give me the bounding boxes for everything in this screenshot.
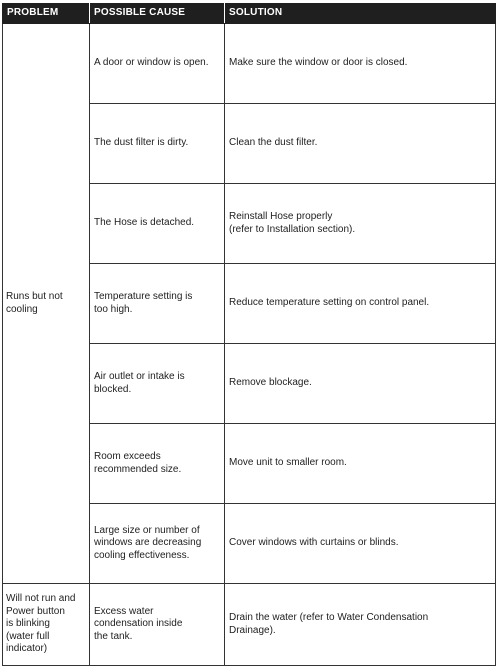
solution-cell bbox=[225, 424, 496, 504]
solution-text: Clean the dust filter. bbox=[229, 137, 318, 149]
column-header-solution: SOLUTION bbox=[225, 4, 496, 24]
cause-text: Temperature setting is too high. bbox=[94, 291, 193, 315]
cause-cell bbox=[90, 584, 225, 666]
solution-cell bbox=[225, 504, 496, 584]
table-row bbox=[3, 584, 496, 666]
cause-cell bbox=[90, 424, 225, 504]
solution-cell bbox=[225, 24, 496, 104]
solution-text: Remove blockage. bbox=[229, 377, 312, 389]
cause-cell bbox=[90, 344, 225, 424]
solution-text: Reduce temperature setting on control panel. bbox=[229, 297, 430, 309]
column-header-problem: PROBLEM bbox=[3, 4, 90, 24]
cause-cell bbox=[90, 104, 225, 184]
solution-cell bbox=[225, 264, 496, 344]
column-header-possible-cause: POSSIBLE CAUSE bbox=[90, 4, 225, 24]
solution-cell bbox=[225, 344, 496, 424]
solution-text: Drain the water (refer to Water Condensation Drainage). bbox=[229, 612, 429, 636]
problem-cell bbox=[3, 584, 90, 666]
problem-text: Will not run and Power button is blinking (water full indicator) bbox=[6, 593, 76, 655]
solution-text: Make sure the window or door is closed. bbox=[229, 57, 408, 69]
cause-text: Air outlet or intake is blocked. bbox=[94, 371, 185, 395]
cause-cell bbox=[90, 504, 225, 584]
cause-text: The dust filter is dirty. bbox=[94, 137, 189, 149]
cause-text: A door or window is open. bbox=[94, 57, 209, 69]
solution-cell bbox=[225, 184, 496, 264]
table-row bbox=[3, 24, 496, 104]
solution-text: Cover windows with curtains or blinds. bbox=[229, 537, 399, 549]
solution-text: Reinstall Hose properly (refer to Installation section). bbox=[229, 211, 356, 235]
solution-cell bbox=[225, 104, 496, 184]
problem-cell bbox=[3, 24, 90, 584]
problem-text: Runs but not cooling bbox=[6, 291, 63, 315]
troubleshooting-table bbox=[2, 3, 496, 666]
cause-cell bbox=[90, 24, 225, 104]
cause-text: The Hose is detached. bbox=[94, 217, 195, 229]
solution-cell bbox=[225, 584, 496, 666]
cause-cell bbox=[90, 264, 225, 344]
cause-text: Room exceeds recommended size. bbox=[94, 451, 182, 475]
solution-text: Move unit to smaller room. bbox=[229, 457, 347, 469]
table-header-row bbox=[3, 4, 496, 24]
cause-text: Excess water condensation inside the tank. bbox=[94, 605, 183, 642]
cause-text: Large size or number of windows are decreasing cooling effectiveness. bbox=[94, 524, 202, 561]
cause-cell bbox=[90, 184, 225, 264]
